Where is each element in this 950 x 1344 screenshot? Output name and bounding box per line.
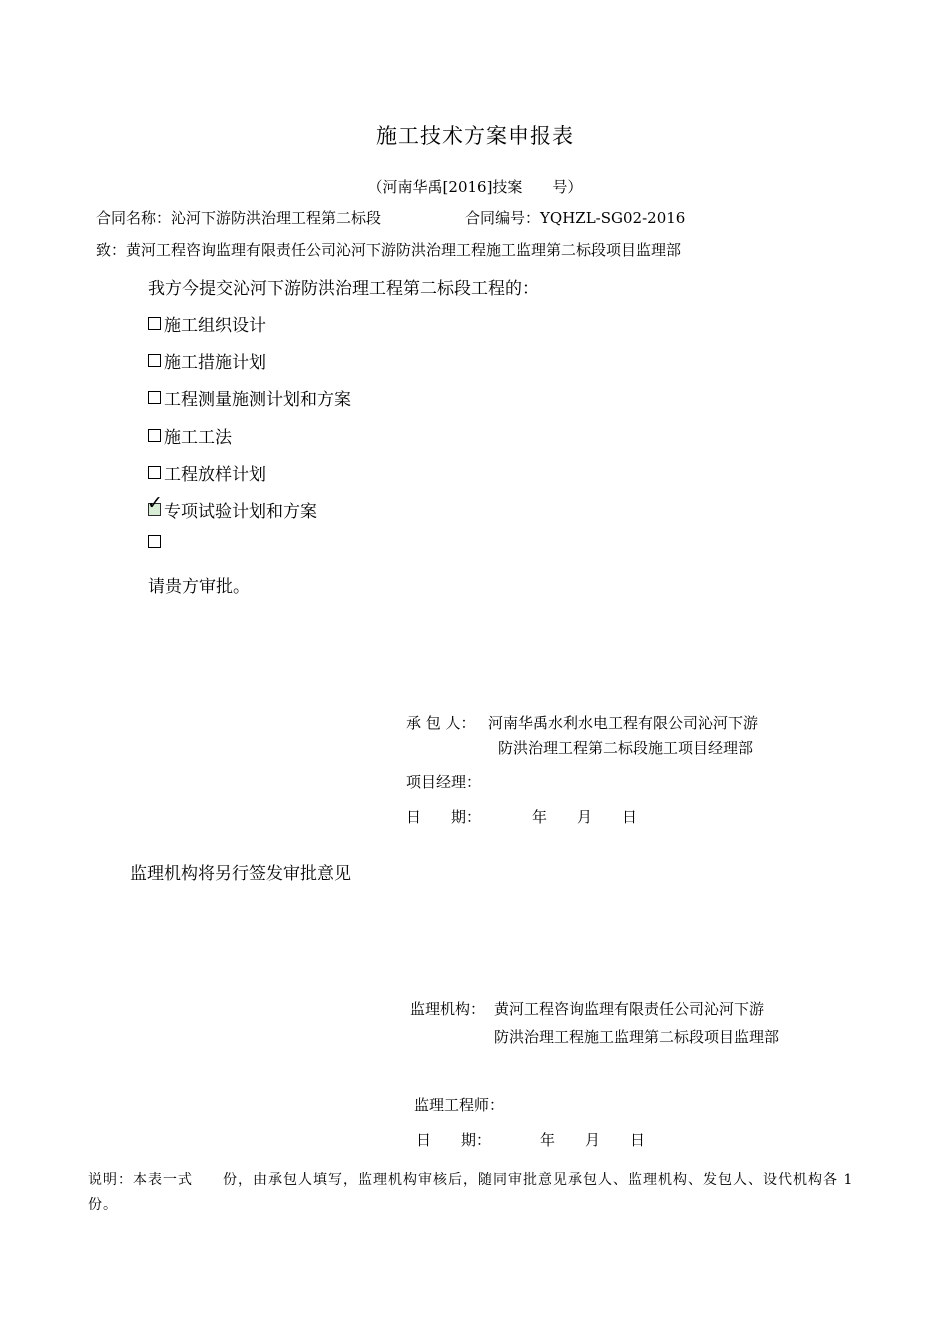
addressee-label: 致： [96, 241, 127, 259]
checkbox[interactable] [148, 535, 161, 548]
request-text: 请贵方审批。 [148, 577, 250, 597]
checkbox[interactable] [148, 391, 161, 404]
contract-number [465, 207, 685, 228]
addressee [96, 239, 681, 260]
checkbox-label: 工程放样计划 [164, 465, 266, 485]
checkbox-item[interactable] [148, 311, 266, 336]
checkbox-label: 施工工法 [164, 428, 232, 448]
contract-number-label: 合同编号： [465, 209, 541, 227]
checkbox[interactable] [148, 466, 161, 479]
checkmark-icon: ✓ [147, 492, 163, 514]
contractor-date-fields: 年 月 日 [532, 808, 638, 826]
contractor-date-label: 日 期： [406, 808, 482, 826]
supervisor-date-label: 日 期： [416, 1131, 492, 1149]
checkbox-item[interactable] [148, 423, 232, 448]
checkbox-label: 专项试验计划和方案 [164, 502, 317, 522]
contract-name [96, 207, 381, 228]
checkbox-label: 施工措施计划 [164, 353, 266, 373]
supervisor-name-line2: 防洪治理工程施工监理第二标段项目监理部 [494, 1028, 780, 1046]
checkbox-checked[interactable] [147, 492, 163, 516]
contract-name-label: 合同名称： [96, 209, 172, 227]
contract-number-value: YQHZL-SG02-2016 [540, 209, 686, 227]
supervisor-label: 监理机构： [410, 1000, 486, 1018]
checkbox[interactable] [148, 354, 161, 367]
checkbox-label: 工程测量施测计划和方案 [164, 390, 351, 410]
checkbox-item[interactable] [148, 348, 266, 373]
supervisor-name-line1: 黄河工程咨询监理有限责任公司沁河下游 [494, 1000, 765, 1018]
document-number: （河南华禹[2016]技案 号） [367, 178, 583, 196]
supervision-opinion: 监理机构将另行签发审批意见 [130, 864, 351, 884]
project-manager-label: 项目经理： [406, 773, 482, 791]
page-title: 施工技术方案申报表 [376, 124, 574, 148]
contractor-name-line2: 防洪治理工程第二标段施工项目经理部 [498, 739, 754, 757]
checkbox-item-checked[interactable] [147, 492, 317, 522]
checkbox[interactable] [148, 317, 161, 330]
supervising-engineer-label: 监理工程师： [414, 1096, 505, 1114]
checkbox[interactable] [148, 429, 161, 442]
contractor-label: 承 包 人： [406, 714, 476, 732]
checkbox-label: 施工组织设计 [164, 316, 266, 336]
addressee-value: 黄河工程咨询监理有限责任公司沁河下游防洪治理工程施工监理第二标段项目监理部 [126, 241, 682, 259]
intro-text: 我方今提交沁河下游防洪治理工程第二标段工程的： [148, 279, 539, 299]
checkbox-item[interactable] [148, 385, 351, 410]
footnote: 说明：本表一式 份，由承包人填写，监理机构审核后，随同审批意见承包人、监理机构、发包人、设代机构各 1 份。 [88, 1172, 854, 1213]
checkbox-item[interactable] [148, 460, 266, 485]
contractor-name-line1: 河南华禹水利水电工程有限公司沁河下游 [488, 714, 759, 732]
supervisor-date-fields: 年 月 日 [540, 1131, 646, 1149]
checkbox-item[interactable] [148, 535, 164, 548]
contract-name-value: 沁河下游防洪治理工程第二标段 [171, 209, 382, 227]
